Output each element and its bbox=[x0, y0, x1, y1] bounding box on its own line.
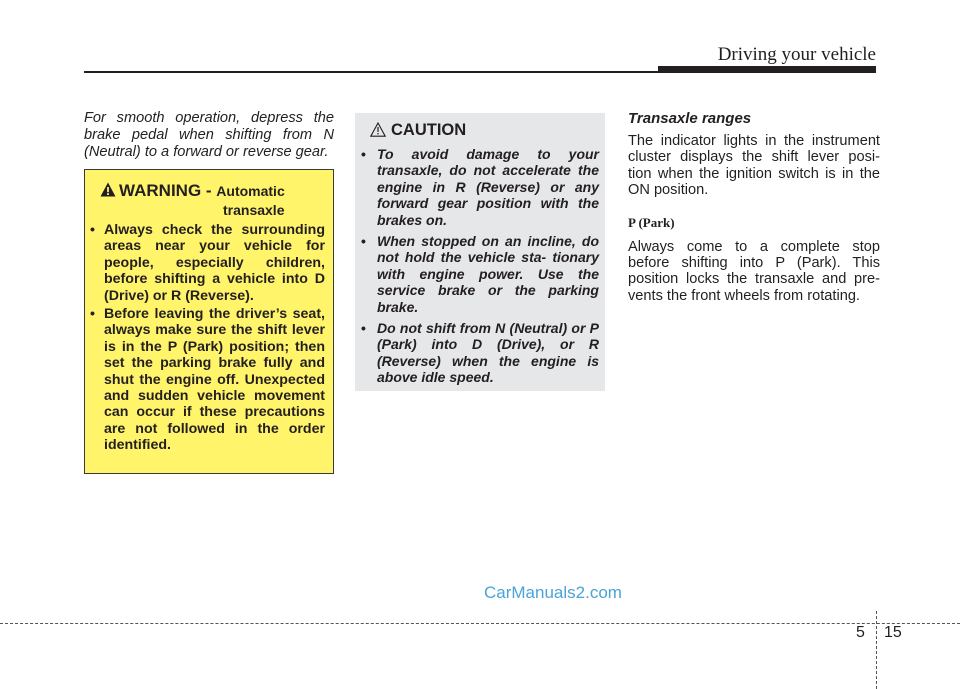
header-rule-thick bbox=[658, 66, 876, 73]
caution-triangle-icon bbox=[370, 122, 386, 137]
main-column bbox=[628, 110, 880, 304]
paragraph: Always come to a complete stop before shifting into P (Park). This position locks the transaxle and pre- vents the front wheels from rotating. bbox=[628, 238, 880, 304]
park-heading: P (Park) bbox=[628, 214, 675, 230]
caution-item-text: When stopped on an incline, do not hold the vehicle sta- tionary with engine power. Use the service brake or the parking brake. bbox=[377, 233, 599, 315]
caution-box bbox=[355, 113, 605, 391]
warning-title: WARNING - bbox=[119, 181, 217, 200]
warning-list bbox=[85, 222, 325, 456]
caution-item: • To avoid damage to your transaxle, do not accelerate the engine in R (Reverse) or any forward gear position with the brakes on. bbox=[361, 146, 599, 228]
warning-item: • Before leaving the driver’s seat, always make sure the shift lever is in the P (Park) position; then set the parking brake fully and shut the engine off. Unexpected and sudden vehicle movement can occur if these precautions are not followed in the order identified. bbox=[90, 306, 325, 454]
caution-header bbox=[391, 121, 466, 140]
warning-item-text: Always check the surrounding areas near your vehicle for people, especially children, before shifting a vehicle into D (Drive) or R (Reverse). bbox=[104, 222, 325, 304]
warning-header bbox=[119, 181, 285, 201]
section-title: Transaxle ranges bbox=[628, 110, 752, 127]
caution-item-text: To avoid damage to your transaxle, do not accelerate the engine in R (Reverse) or any forward gear position with the brakes on. bbox=[377, 146, 599, 228]
watermark-link[interactable]: CarManuals2.com bbox=[484, 583, 622, 602]
warning-subtitle: Automatic bbox=[216, 183, 285, 199]
chapter-number: 5 bbox=[856, 624, 865, 641]
header-rule bbox=[84, 71, 658, 73]
section-header-title: Driving your vehicle bbox=[717, 44, 876, 65]
caution-item: • When stopped on an incline, do not hold the vehicle sta- tionary with engine power. Use the service brake or the parking brake. bbox=[361, 233, 599, 315]
intro-text: For smooth operation, depress the brake pedal when shifting from N (Neutral) to a forward or reverse gear. bbox=[84, 110, 334, 160]
warning-triangle-icon bbox=[100, 182, 116, 197]
warning-box bbox=[84, 169, 334, 474]
warning-item-text: Before leaving the driver’s seat, always make sure the shift lever is in the P (Park) position; then set the parking brake fully and shut the engine off. Unexpected and sudden vehicle movement can occur if these precautions are not followed in the order identified. bbox=[104, 306, 325, 454]
caution-title: CAUTION bbox=[391, 121, 467, 139]
page-number: 15 bbox=[884, 624, 902, 641]
caution-item: • Do not shift from N (Neutral) or P (Park) into D (Drive), or R (Reverse) when the engine is above idle speed. bbox=[361, 320, 599, 386]
caution-item-text: Do not shift from N (Neutral) or P (Park) into D (Drive), or R (Reverse) when the engine is above idle speed. bbox=[377, 320, 599, 386]
warning-subtitle-2: transaxle bbox=[223, 202, 285, 218]
paragraph: The indicator lights in the instrument cluster displays the shift lever posi- tion when the ignition switch is in the ON position. bbox=[628, 133, 880, 199]
page-number-divider bbox=[876, 611, 877, 689]
footer-rule bbox=[0, 623, 960, 624]
warning-item: • Always check the surrounding areas near your vehicle for people, especially children, before shifting a vehicle into D (Drive) or R (Reverse). bbox=[90, 222, 325, 304]
caution-list bbox=[355, 146, 599, 391]
